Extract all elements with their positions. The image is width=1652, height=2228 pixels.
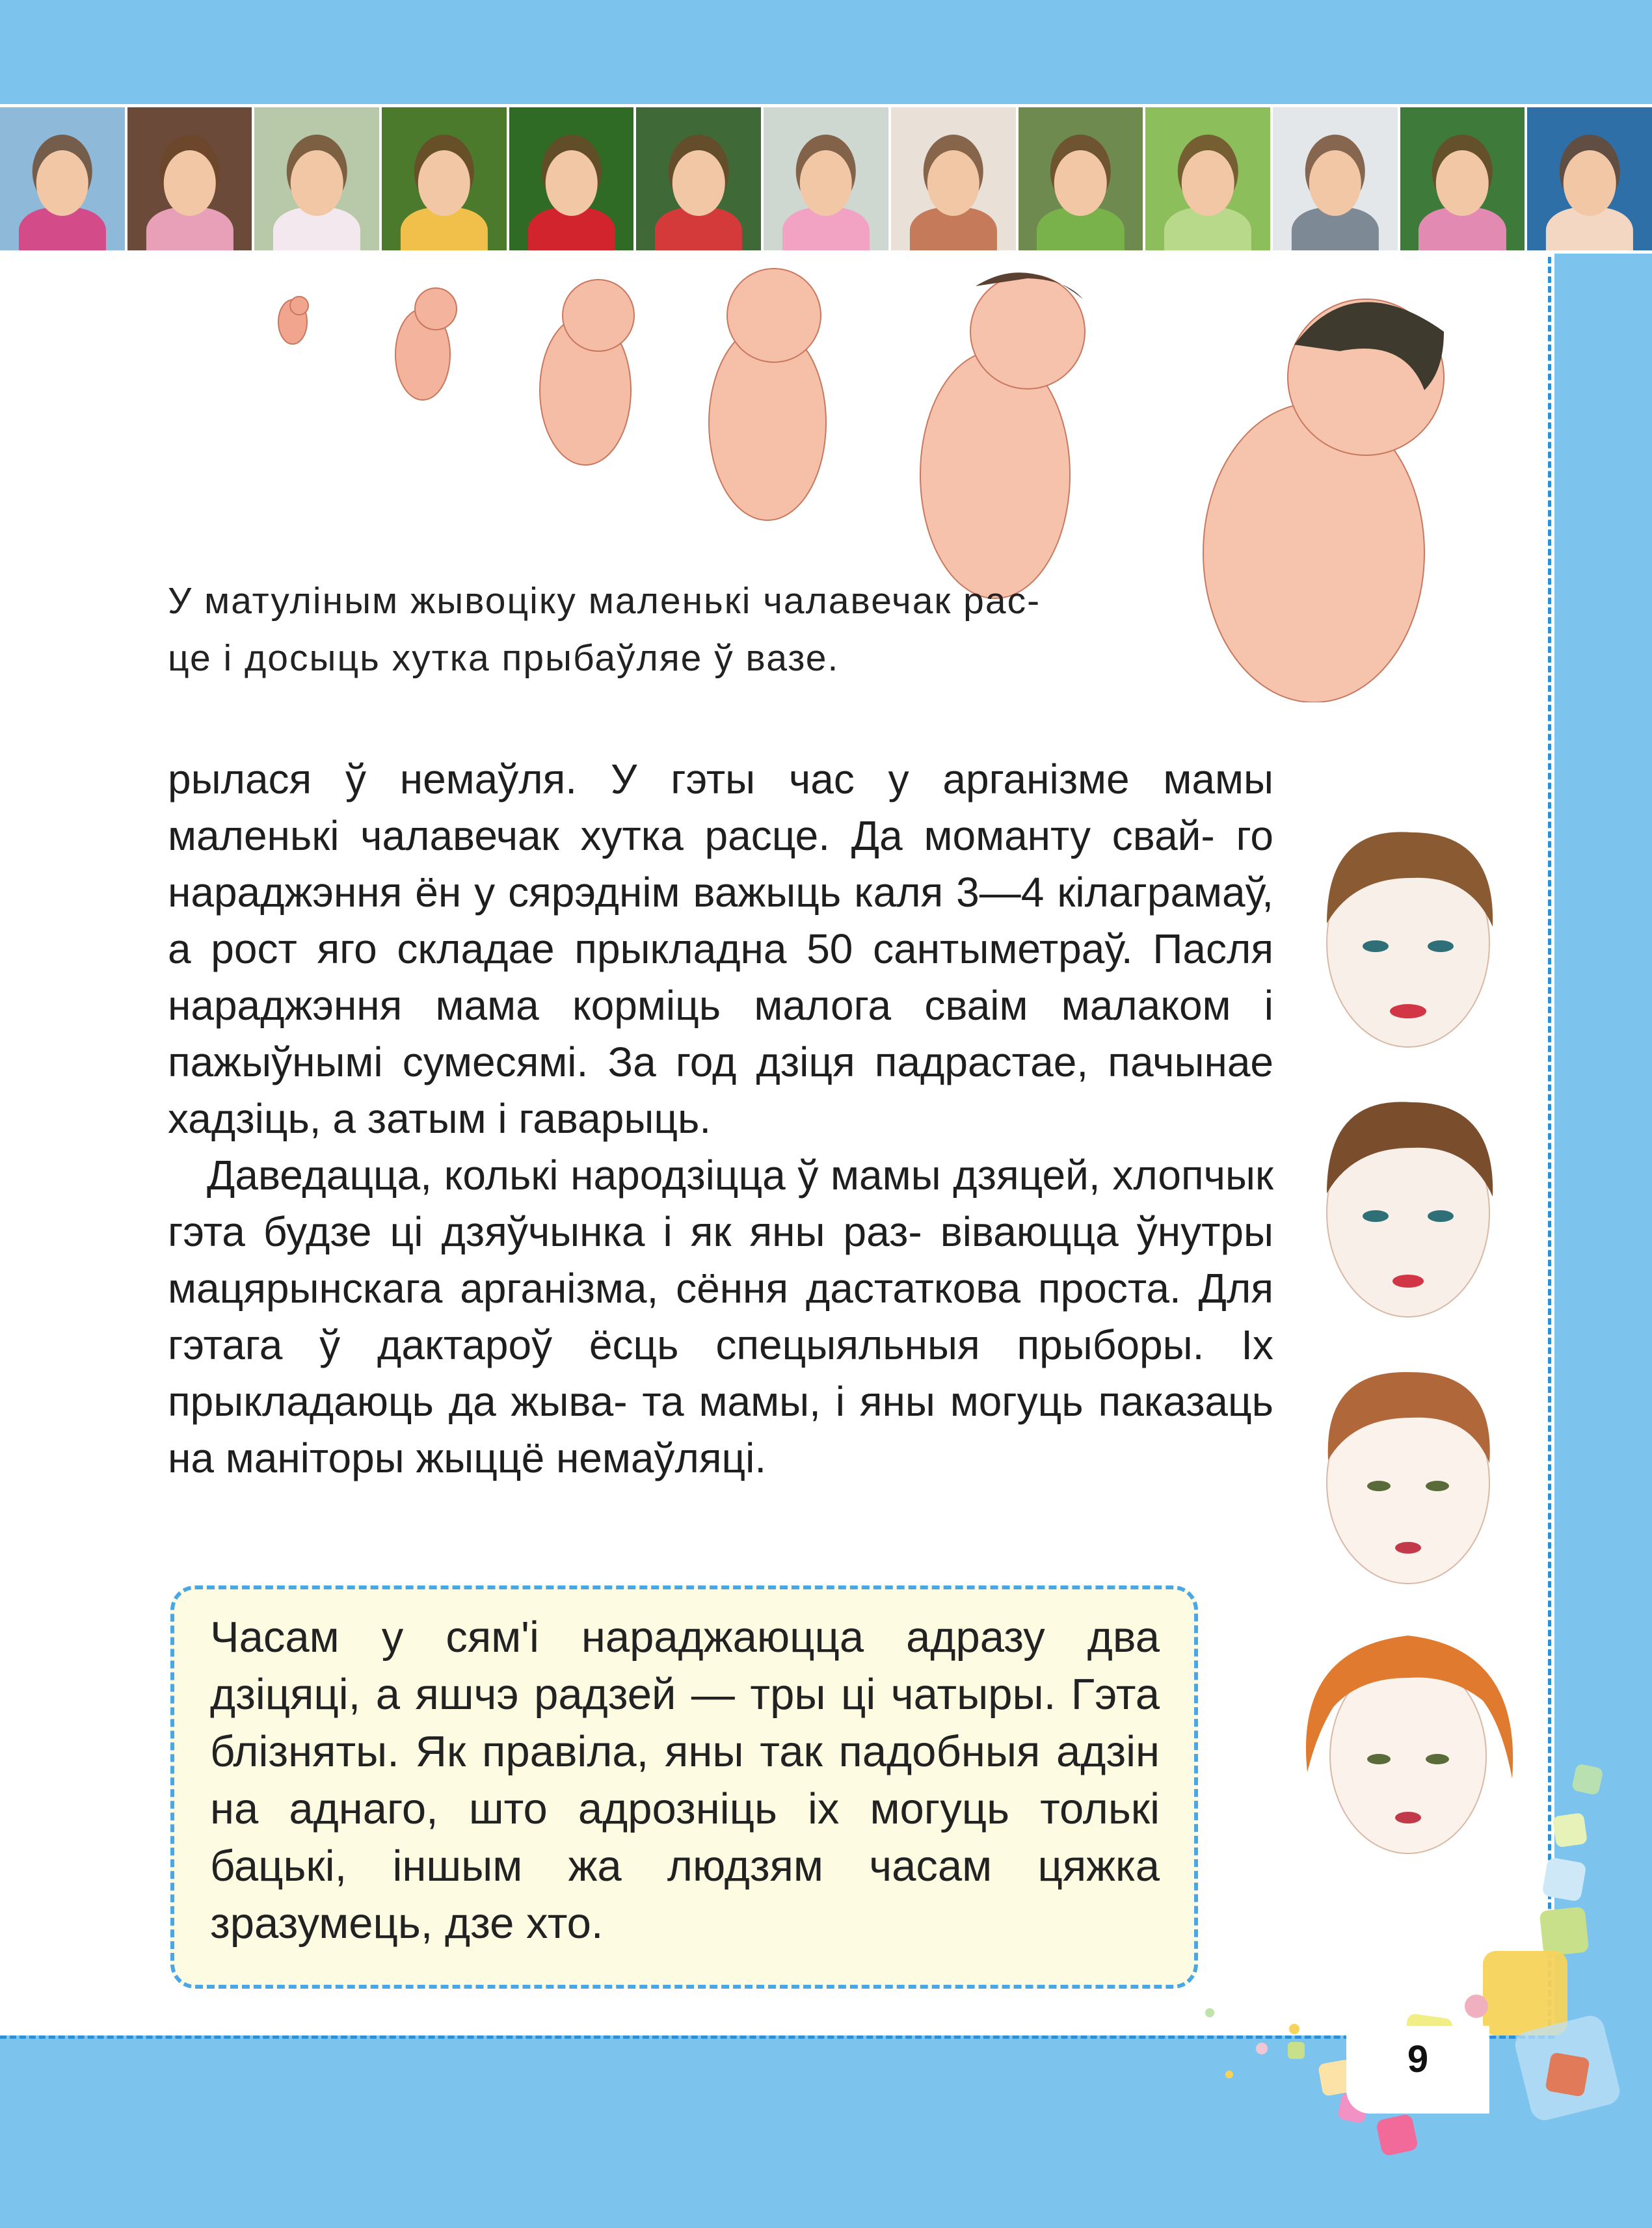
callout-text: Часам у сям'i нараджаюцца адразу два дзiцяцi, а яшчэ радзей — тры цi чатыры. Гэта блiзняты. Як правiла, яны так падобныя адзiн на аднаго, што адрознiць iх могуць толькi бацькi, iншым жа людзям часам цяжка зразумець, дзе хто. [210,1613,1160,1948]
main-paragraph-1: рылася ў немаўля. У гэты час у арганiзме мамы маленькi чалавечак хутка расце. Да моманту свай- го нараджэння ён у сярэднiм важыць каля 3—4 кiлаграмаў, а рост яго складае прыкладна 50 сантыметраў. Пасля нараджэння мама кормiць малога сваiм малаком i пажыўнымi сумесямi. За год дзiця падрастае, пачынае хадзiць, а затым i гаварыць. [168,756,1273,1142]
top-blue-band [0,0,1652,104]
child-face-icon [1054,150,1107,216]
caption-line-2: це i досыць хутка прыбаўляе ў вазе. [168,637,840,679]
caption-line-1: У матулiным жывоцiку маленькi чалавечак рас- [168,580,1041,622]
page-number-box [1346,2026,1489,2114]
child-photo-7 [764,107,888,250]
child-photo-11 [1273,107,1398,250]
illustration-caption [168,572,1143,687]
twins-callout [170,1585,1198,1989]
children-photo-strip [0,104,1652,254]
child-face-icon [800,150,853,216]
child-face-icon [1564,150,1616,216]
child-face-icon [927,150,979,216]
embryo-stage-5 [920,272,1085,598]
child-face-icon [1182,150,1234,216]
face-3 [1327,1372,1490,1584]
child-face-icon [673,150,725,216]
embryo-stage-4 [709,269,826,520]
child-photo-10 [1145,107,1270,250]
child-face-icon [1309,150,1361,216]
child-photo-5 [509,107,634,250]
child-face-icon [163,150,216,216]
embryo-stage-1 [278,297,308,344]
child-photo-12 [1400,107,1525,250]
child-photo-6 [636,107,761,250]
decorative-squares [1171,1756,1652,2228]
faces-illustration [1288,813,1528,1866]
embryo-stage-3 [540,280,634,465]
face-1 [1327,832,1493,1047]
child-photo-13 [1527,107,1652,250]
child-photo-9 [1019,107,1143,250]
child-face-icon [418,150,471,216]
child-face-icon [36,150,89,216]
child-photo-3 [254,107,379,250]
child-face-icon [1436,150,1489,216]
child-photo-4 [382,107,507,250]
face-2 [1327,1102,1493,1317]
child-photo-8 [891,107,1016,250]
child-photo-1 [0,107,125,250]
child-photo-2 [127,107,252,250]
main-text [168,751,1273,1487]
child-face-icon [545,150,598,216]
child-face-icon [291,150,343,216]
main-paragraph-2: Даведацца, колькi народзiцца ў мамы дзяцей, хлопчык гэта будзе цi дзяўчынка i як яны раз- вiваюцца ўнутры мацярынскага арганiзма, сёння дастаткова проста. Для гэтага ў дактароў ёсць спецыяльныя прыборы. Iх прыкладаюць да жыва- та мамы, i яны могуць паказаць на манiторы жыццё немаўляцi. [168,1152,1273,1481]
embryo-stage-2 [395,288,457,400]
page-number: 9 [1407,2038,1429,2080]
embryo-stage-6 [1203,299,1444,702]
